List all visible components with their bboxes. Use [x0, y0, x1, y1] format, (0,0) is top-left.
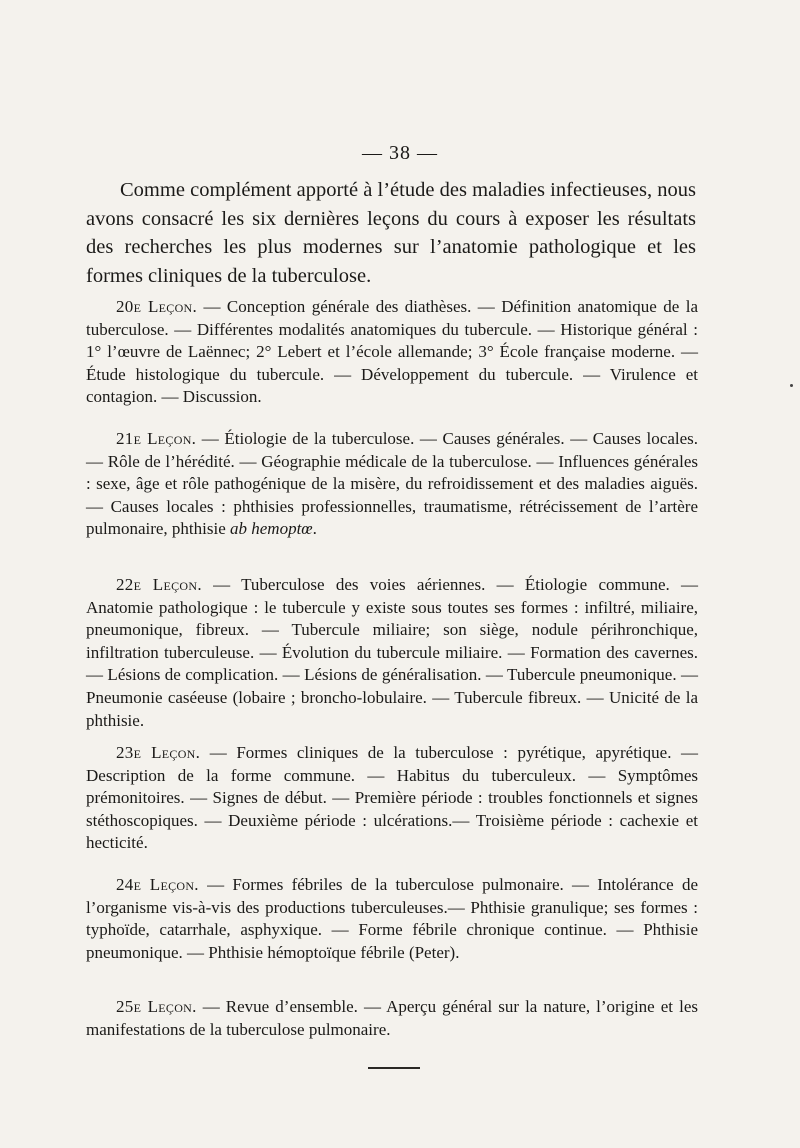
closing-rule	[368, 1067, 420, 1069]
lesson-text: — Formes fébriles de la tuberculose pulmonaire. — Intolérance de l’organisme vis-à-vis des productions tuberculeuses.— Phthisie granulique; ses formes : typhoïde, catarrhale, asphyxique. — Forme fébrile chronique continue. — Phthisie pneumonique. — Phthisie hémoptoïque fébrile (Peter).	[86, 875, 698, 962]
intro-paragraph: Comme complément apporté à l’étude des maladies infectieuses, nous avons consacré les six dernières leçons du cours à exposer les résultats des recherches les plus modernes sur l’anatomie pathologique et les formes cliniques de la tuberculose.	[86, 179, 696, 287]
lesson-paragraph-23	[86, 742, 698, 855]
lesson-text-italic: ab hemoptœ	[230, 519, 313, 539]
lesson-label: 23e Leçon.	[116, 743, 201, 762]
lesson-text: — Formes cliniques de la tuberculose : pyrétique, apyrétique. — Description de la forme commune. — Habitus du tuberculeux. — Symptômes prémonitoires. — Signes de début. — Première période : troubles fonctionnels et signes stéthoscopiques. — Deuxième période : ulcérations.— Troisième période : cachexie et hecticité.	[86, 743, 698, 853]
lesson-label: 22e Leçon.	[116, 575, 202, 594]
lesson-paragraph-20	[86, 296, 698, 409]
ink-speck	[790, 384, 793, 387]
page-number: — 38 —	[362, 142, 438, 164]
lesson-text: — Revue d’ensemble. — Aperçu général sur la nature, l’origine et les manifestations de la tuberculose pulmonaire.	[86, 997, 698, 1039]
lesson-label: 21e Leçon.	[116, 429, 197, 448]
lesson-text: — Conception générale des diathèses. — Définition anatomique de la tuberculose. — Différentes modalités anatomiques du tubercule. — Historique général : 1° l’œuvre de Laënnec; 2° Lebert et l’école allemande; 3° École française moderne. — Étude histologique du tubercule. — Développement du tubercule. — Virulence et contagion. — Discussion.	[86, 297, 698, 407]
lesson-paragraph-21	[86, 428, 698, 541]
lesson-text-end: .	[312, 519, 317, 539]
lesson-text: — Étiologie de la tuberculose. — Causes générales. — Causes locales. — Rôle de l’hérédité. — Géographie médicale de la tuberculose. — Influences générales : sexe, âge et rôle pathogénique de la misère, du refroidissement et des maladies aiguës. — Causes locales : phthisies professionnelles, traumatisme, rétrécissement de l’artère pulmonaire, phthisie	[86, 429, 698, 539]
lesson-label: 25e Leçon.	[116, 997, 197, 1016]
lesson-text: — Tuberculose des voies aériennes. — Étiologie commune. — Anatomie pathologique : le tubercule y existe sous toutes ses formes : infiltré, miliaire, pneumonique, fibreux. — Tubercule miliaire; son siège, nodule périhronchique, infiltration tuberculeuse. — Évolution du tubercule miliaire. — Formation des cavernes. — Lésions de complication. — Lésions de généralisation. — Tubercule pneumonique. — Pneumonie caséeuse (lobaire ; broncho-lobulaire. — Tubercule fibreux. — Unicité de la phthisie.	[86, 575, 698, 730]
lesson-label: 20e Leçon.	[116, 297, 198, 316]
lesson-label: 24e Leçon.	[116, 875, 199, 894]
lesson-paragraph-22	[86, 574, 698, 732]
lesson-paragraph-24	[86, 874, 698, 964]
lesson-paragraph-25	[86, 996, 698, 1041]
